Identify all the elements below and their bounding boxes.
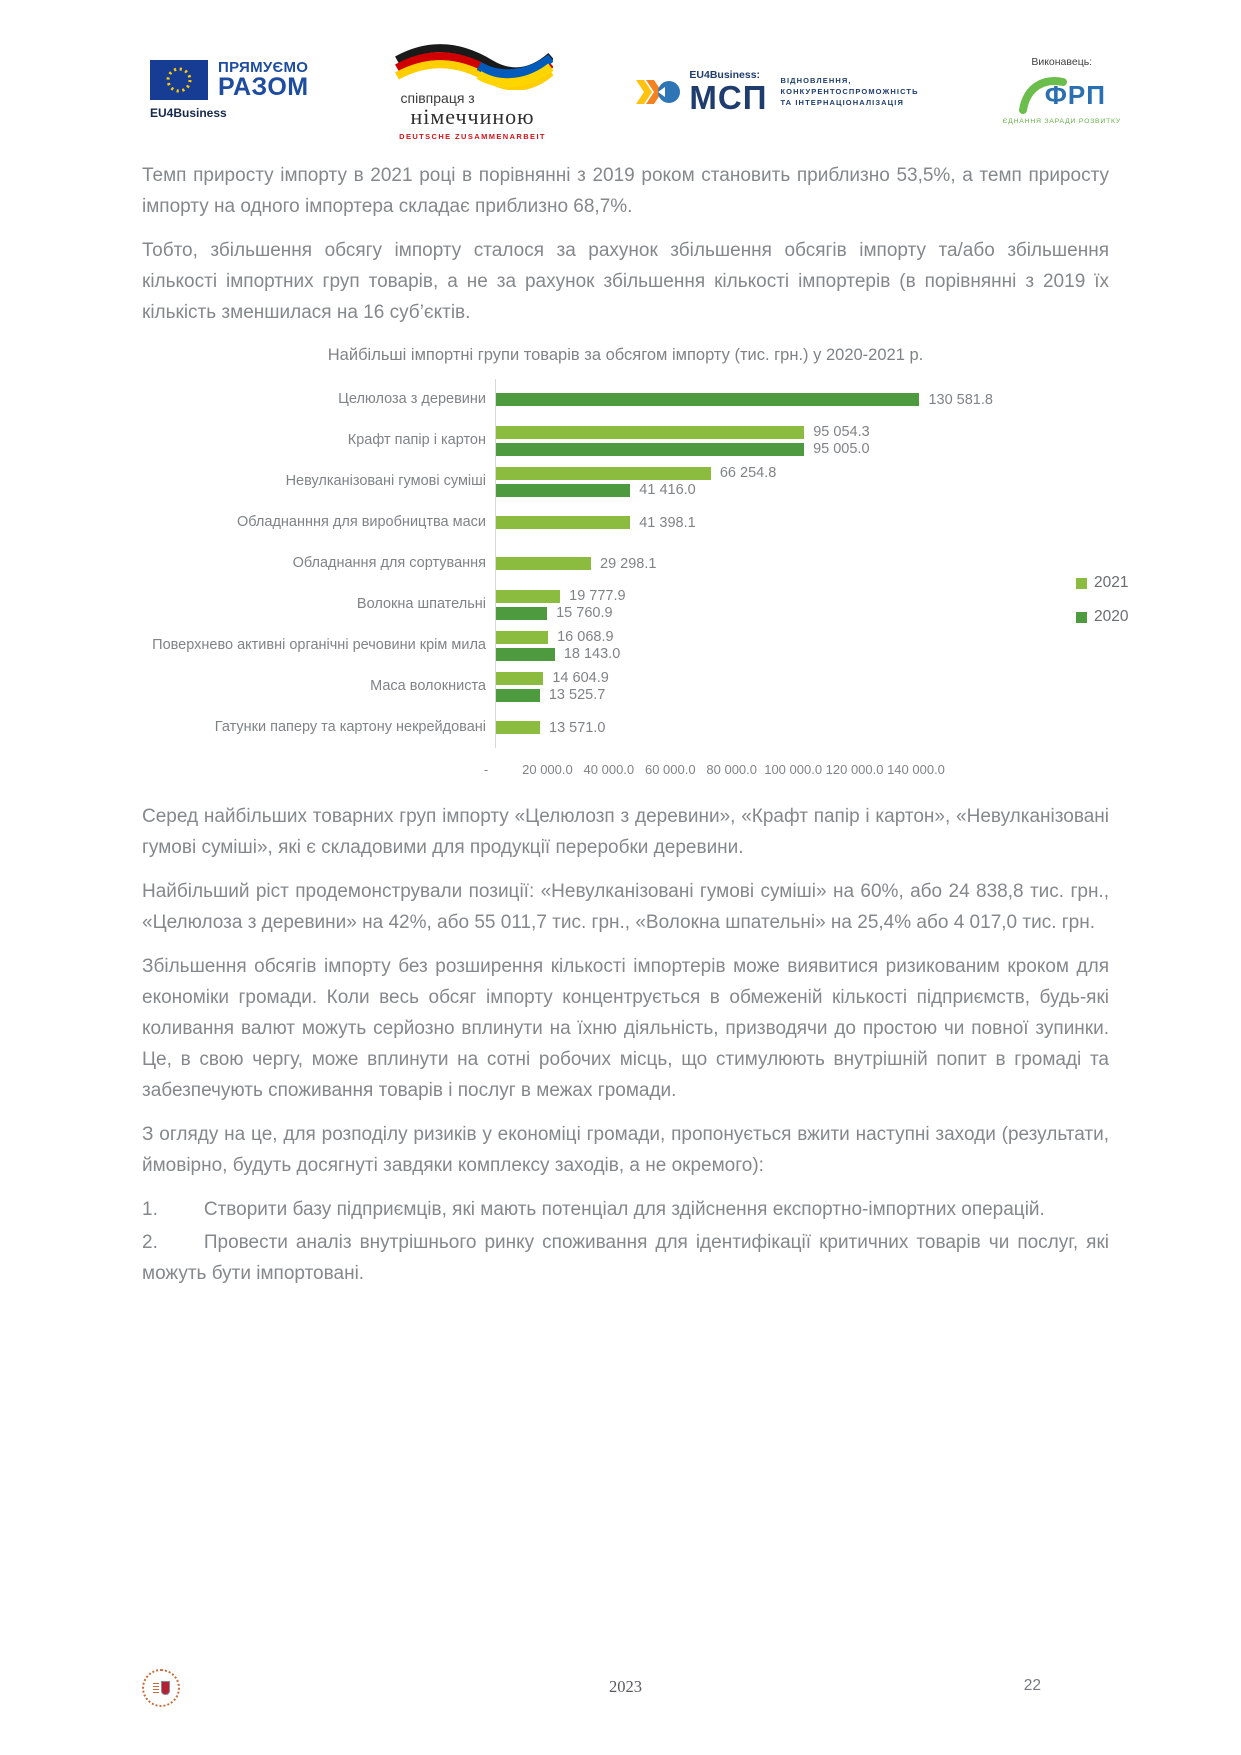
legend-item-2020 <box>1076 608 1128 626</box>
page-number: 22 <box>1023 1677 1041 1694</box>
eu4business-logo <box>150 60 309 120</box>
paragraph: Серед найбільших товарних груп імпорту «Целюлозп з деревини», «Крафт папір і картон», «Невулканізовані гумові суміші», які є складовими для продукції переробки деревини. <box>142 806 1109 858</box>
chart-title: Найбільші імпортні групи товарів за обсягом імпорту (тис. грн.) у 2020-2021 р. <box>327 346 924 364</box>
category-label: Целюлоза з деревини <box>338 390 486 407</box>
eu-flag-icon <box>150 60 208 100</box>
chart-row <box>142 666 1109 707</box>
paragraph: Найбільший ріст продемонстрували позиції: «Невулканізовані гумові суміші» на 60%, або 24 838,8 тис. грн., «Целюлоза з деревини» на 42%, або 55 011,7 тис. грн., «Волокна шпательні» на 25,4% або 4 017,0 тис. грн. <box>142 881 1109 933</box>
chart-row <box>142 584 1109 625</box>
german-coop-line3: DEUTSCHE ZUSAMMENARBEIT <box>399 132 546 141</box>
frp-executor-label: Виконавець: <box>1031 56 1093 68</box>
bar-2020 <box>496 393 919 406</box>
category-label: Обладнання для сортування <box>292 554 486 571</box>
msp-tagline3: ТА ІНТЕРНАЦІОНАЛІЗАЦІЯ <box>780 98 904 108</box>
chart-row <box>142 625 1109 666</box>
chart-plot-area <box>142 379 1109 748</box>
msp-brand: EU4Business: <box>689 69 761 81</box>
bar-2020 <box>496 689 540 702</box>
bar-2020 <box>496 484 630 497</box>
bar-2021 <box>496 557 591 570</box>
paragraph: Тобто, збільшення обсягу імпорту сталося за рахунок збільшення обсягів імпорту та/або збільшення кількості імпортних груп товарів, а не за рахунок збільшення кількості імпортерів (в порівнянні з 2019 їх кількість зменшилася на 16 суб’єктів. <box>142 240 1109 323</box>
list-item-text: Провести аналіз внутрішнього ринку споживання для ідентифікації критичних товарів чи послуг, які можуть бути імпортовані. <box>142 1232 1109 1284</box>
chart-row <box>142 420 1109 461</box>
bar-2021 <box>496 426 804 439</box>
bar-2021 <box>496 590 560 603</box>
bar-2020 <box>496 443 804 456</box>
x-tick-label: 120 000.0 <box>825 762 884 777</box>
list-item <box>142 1227 1109 1289</box>
paragraph: Збільшення обсягів імпорту без розширення кількості імпортерів може виявитися ризикованим кроком для економіки громади. Коли весь обсяг імпорту концентрується в обмеженій кількості підприємств, будь-які коливання валют можуть серйозно вплинути на їхню діяльність, призводячи до простою чи повної зупинки. Це, в свою чергу, може вплинути на сотні робочих місць, що стимулюють внутрішній попит в громаді та забезпечують споживання товарів і послуг в межах громади. <box>142 956 1109 1101</box>
list-item-number: 2. <box>142 1232 158 1253</box>
msp-tagline2: КОНКУРЕНТОСПРОМОЖНІСТЬ <box>780 87 919 97</box>
msp-tagline1: ВІДНОВЛЕННЯ, <box>780 76 852 86</box>
frp-logo <box>1002 56 1121 125</box>
german-coop-line1: співпраця з <box>400 90 475 106</box>
footer-year: 2023 <box>609 1677 642 1696</box>
bar-2021 <box>496 721 540 734</box>
import-groups-bar-chart <box>142 346 1129 781</box>
category-label: Гатунки паперу та картону некрейдовані <box>214 718 486 735</box>
msp-arrows-icon <box>636 74 680 110</box>
category-label: Невулканізовані гумові суміші <box>285 472 486 489</box>
eu4business-caption: EU4Business <box>150 105 227 120</box>
x-tick-label: 60 000.0 <box>644 762 696 777</box>
german-coop-line2: німеччиною <box>410 104 535 129</box>
msp-name: МСП <box>689 78 768 116</box>
x-tick-label: - <box>483 762 489 777</box>
legend-label: 2021 <box>1094 574 1129 591</box>
main-content <box>142 160 1129 1291</box>
list-item-text: Створити базу підприємців, які мають потенціал для здійснення експортно-імпортних операцій. <box>203 1199 1045 1220</box>
german-ukraine-ribbon-icon <box>393 38 553 90</box>
category-label: Обладнанння для виробництва маси <box>237 513 486 530</box>
bar-2020 <box>496 607 547 620</box>
category-label: Маса волокниста <box>370 677 486 694</box>
german-cooperation-logo <box>393 38 553 141</box>
chart-row <box>142 379 1109 420</box>
value-label: 66 254.8 <box>719 465 777 481</box>
x-tick-label: 40 000.0 <box>583 762 635 777</box>
paragraph: Темп приросту імпорту в 2021 році в порівнянні з 2019 роком становить приблизно 53,5%, а темп приросту імпорту на одного імпортера складає приблизно 68,7%. <box>142 165 1109 217</box>
bar-2021 <box>496 516 630 529</box>
value-label: 41 398.1 <box>639 514 696 531</box>
legend-label: 2020 <box>1094 608 1129 625</box>
value-label: 16 068.9 <box>557 629 614 645</box>
list-item <box>142 1194 1109 1225</box>
value-label: 41 416.0 <box>639 482 696 498</box>
bar-2021 <box>496 467 711 480</box>
value-label: 95 005.0 <box>813 441 870 457</box>
value-label: 29 298.1 <box>600 555 657 572</box>
chart-row <box>142 461 1109 502</box>
x-tick-label: 100 000.0 <box>764 762 823 777</box>
chart-row <box>142 502 1109 543</box>
legend-swatch-icon <box>1076 578 1087 589</box>
value-label: 95 054.3 <box>813 424 870 440</box>
msp-logo <box>636 70 918 114</box>
legend-item-2021 <box>1076 574 1128 592</box>
eu4business-line1: ПРЯМУЄМО <box>218 59 309 76</box>
x-tick-label: 20 000.0 <box>522 762 573 777</box>
page-footer <box>142 1669 1109 1709</box>
legend-swatch-icon <box>1076 612 1087 623</box>
chart-legend <box>1076 574 1128 626</box>
x-tick-label: 140 000.0 <box>887 762 945 777</box>
bar-2021 <box>496 672 543 685</box>
value-label: 14 604.9 <box>552 670 609 686</box>
x-tick-label: 80 000.0 <box>706 762 758 777</box>
value-label: 15 760.9 <box>556 605 613 621</box>
chart-row <box>142 543 1109 584</box>
category-label: Крафт папір і картон <box>347 431 486 448</box>
chart-x-axis <box>483 758 945 784</box>
chart-row <box>142 707 1109 748</box>
value-label: 13 525.7 <box>548 687 606 703</box>
bar-2020 <box>496 648 555 661</box>
frp-name: ФРП <box>1044 80 1106 110</box>
eu4business-line2: РАЗОМ <box>218 73 309 102</box>
bar-2021 <box>496 631 548 644</box>
value-label: 18 143.0 <box>563 646 621 662</box>
value-label: 19 777.9 <box>569 588 626 604</box>
category-label: Волокна шпательні <box>356 595 486 612</box>
value-label: 130 581.8 <box>928 391 993 408</box>
frp-tagline: ЄДНАННЯ ЗАРАДИ РОЗВИТКУ <box>1002 118 1121 125</box>
value-label: 13 571.0 <box>549 719 606 736</box>
category-label: Поверхнево активні органічні речовини крім мила <box>152 636 486 653</box>
header-logos <box>150 38 1121 143</box>
list-item-number: 1. <box>142 1199 158 1220</box>
paragraph: З огляду на це, для розподілу ризиків у економіці громади, пропонується вжити наступні заходи (результати, ймовірно, будуть досягнуті завдяки комплексу заходів, а не окремого): <box>142 1124 1109 1176</box>
